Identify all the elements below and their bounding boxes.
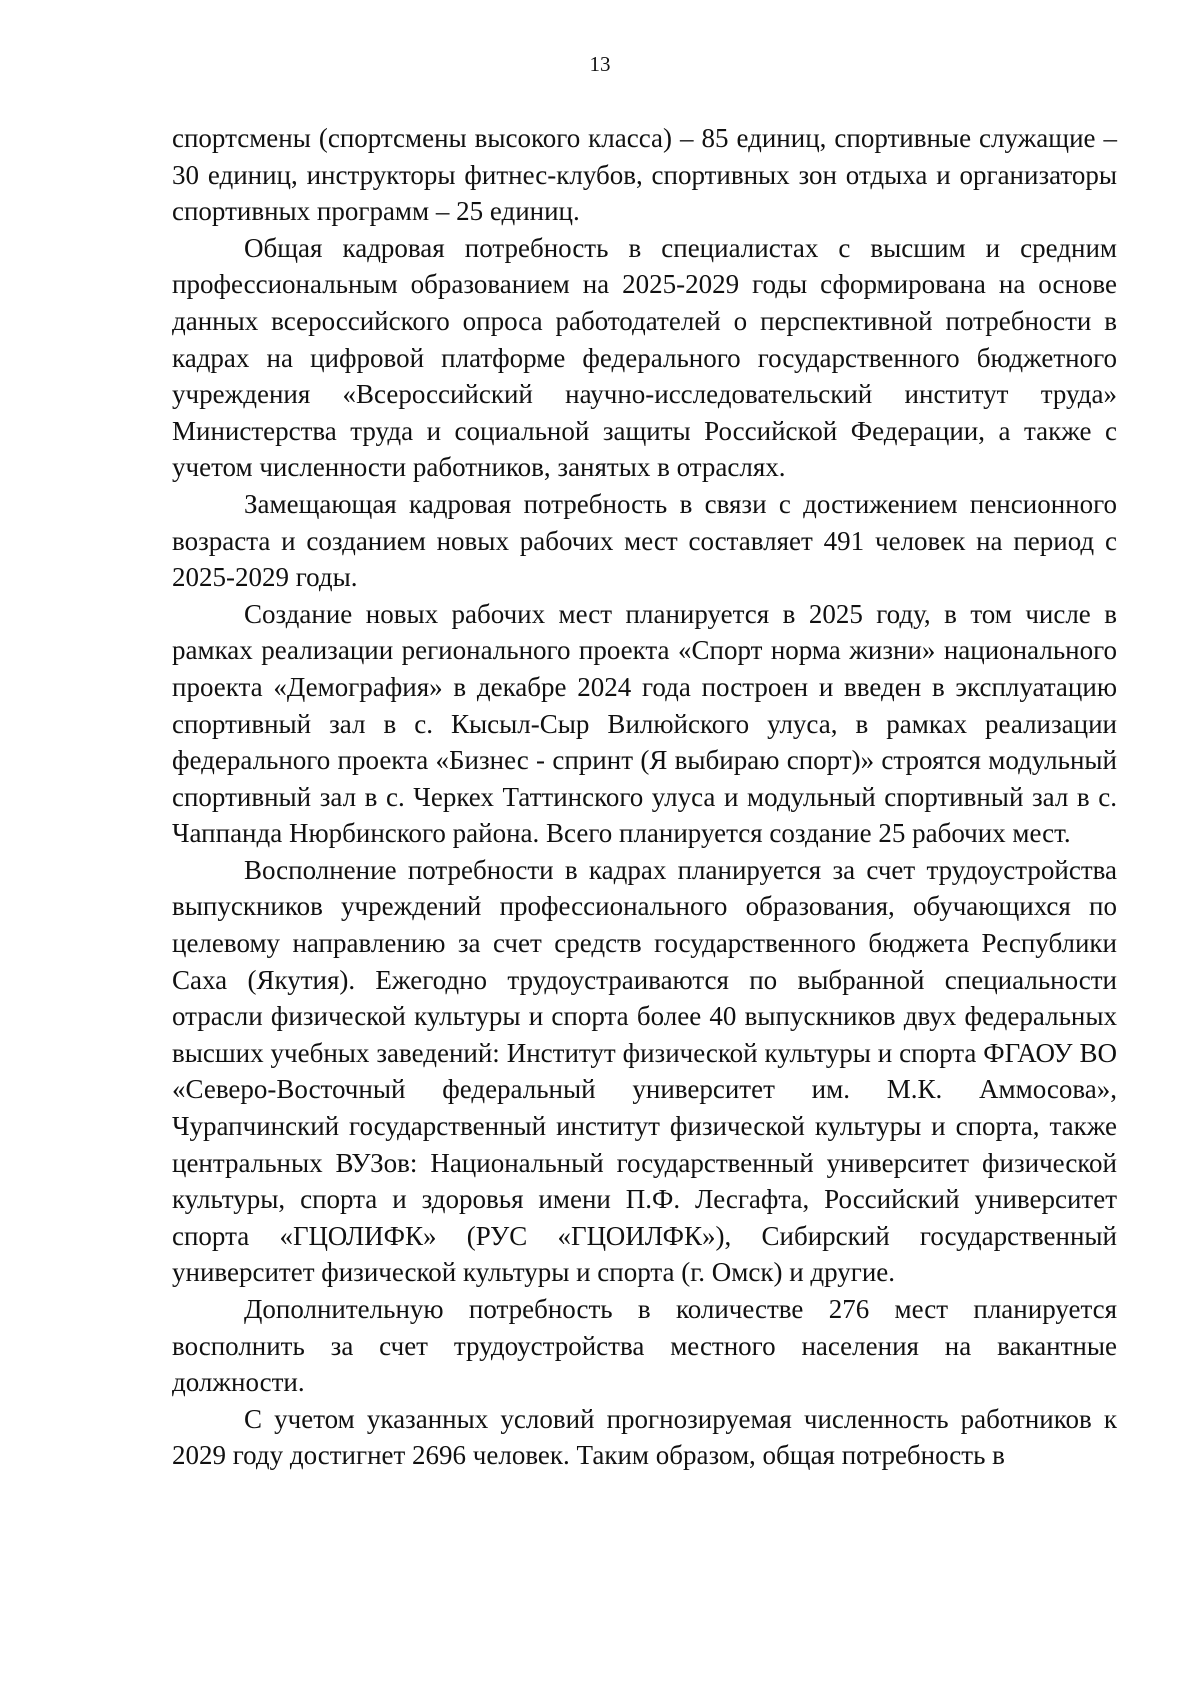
page-number: 13 (589, 52, 611, 76)
paragraph-forecast: С учетом указанных условий прогнозируемая численность работников к 2029 году достигнет 2696 человек. Таким образом, общая потребность в (172, 1403, 1117, 1471)
paragraph-graduates: Восполнение потребности в кадрах планируется за счет трудоустройства выпускников учреждений профессионального образования, обучающихся по целевому направлению за счет средств государственного бюджета Республики Саха (Якутия). Ежегодно трудоустраиваются по выбранной специальности отрасли физической культуры и спорта более 40 выпускников двух федеральных высших учебных заведений: Институт физической культуры и спорта ФГАОУ ВО «Северо-Восточный федеральный университет им. М.К. Аммосова», Чурапчинский государственный институт физической культуры и спорта, также центральных ВУЗов: Национальный государственный университет физической культуры, спорта и здоровья имени П.Ф. Лесгафта, Российский университет спорта «ГЦОЛИФК» (РУС «ГЦОИЛФК»), Сибирский государственный университет физической культуры и спорта (г. Омск) и другие. (172, 854, 1117, 1288)
paragraph-additional-need: Дополнительную потребность в количестве 276 мест планируется восполнить за счет трудоустройства местного населения на вакантные должности. (172, 1294, 1117, 1398)
paragraph-replacement-need: Замещающая кадровая потребность в связи с достижением пенсионного возраста и созданием новых рабочих мест составляет 491 человек на период с 2025-2029 годы. (172, 488, 1117, 593)
paragraph-continuation: спортсмены (спортсмены высокого класса) – 85 единиц, спортивные служащие – 30 единиц, инструкторы фитнес-клубов, спортивных зон отдыха и организаторы спортивных программ – 25 единиц. (172, 123, 1117, 227)
paragraph-new-jobs: Создание новых рабочих мест планируется в 2025 году, в том числе в рамках реализации регионального проекта «Спорт норма жизни» национального проекта «Демография» в декабре 2024 года построен и введен в эксплуатацию спортивный зал в с. Кысыл-Сыр Вилюйского улуса, в рамках реализации федерального проекта «Бизнес - спринт (Я выбираю спорт)» строятся модульный спортивный зал в с. Черкех Таттинского улуса и модульный спортивный зал в с. Чаппанда Нюрбинского района. Всего планируется создание 25 рабочих мест. (172, 598, 1117, 849)
document-body (172, 120, 1117, 1474)
paragraph-staffing-need: Общая кадровая потребность в специалистах с высшим и средним профессиональным образованием на 2025-2029 годы сформирована на основе данных всероссийского опроса работодателей о перспективной потребности в кадрах на цифровой платформе федерального государственного бюджетного учреждения «Всероссийский научно-исследовательский институт труда» Министерства труда и социальной защиты Российской Федерации, а также с учетом численности работников, занятых в отраслях. (172, 232, 1117, 483)
